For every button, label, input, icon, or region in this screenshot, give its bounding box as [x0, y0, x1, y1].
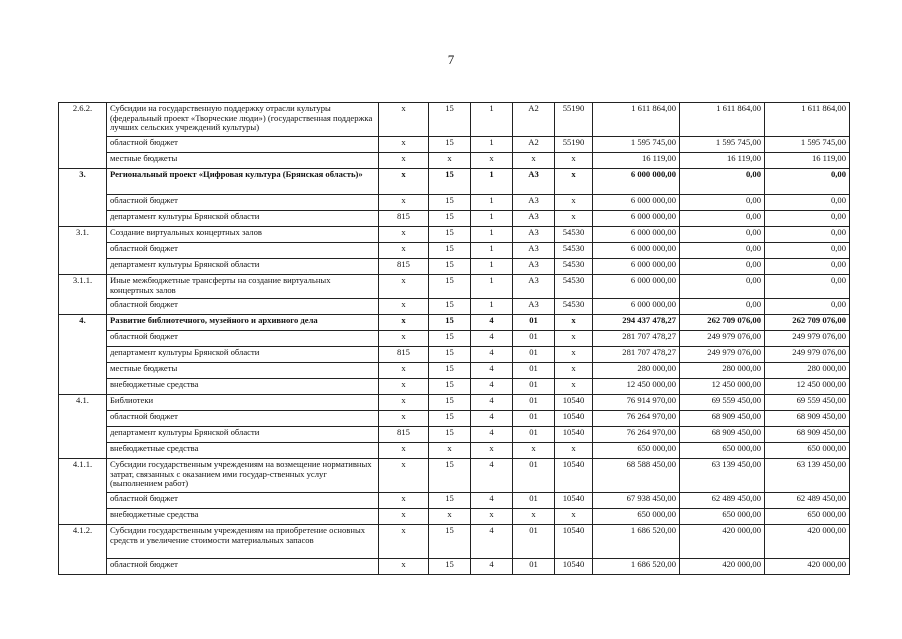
row-number-cell: 3.1. — [59, 227, 107, 275]
code-cell: А3 — [513, 169, 555, 195]
amount-cell: 6 000 000,00 — [593, 227, 680, 243]
amount-cell: 63 139 450,00 — [680, 459, 765, 493]
code-cell: 4 — [471, 379, 513, 395]
code-cell: 4 — [471, 459, 513, 493]
code-cell: 15 — [429, 137, 471, 153]
amount-cell: 0,00 — [680, 169, 765, 195]
amount-cell: 294 437 478,27 — [593, 315, 680, 331]
amount-cell: 1 611 864,00 — [680, 103, 765, 137]
code-cell: 15 — [429, 347, 471, 363]
row-number-cell: 4.1. — [59, 395, 107, 459]
item-name-cell: областной бюджет — [107, 243, 379, 259]
item-name-cell: областной бюджет — [107, 137, 379, 153]
table-row — [59, 363, 850, 379]
table-row — [59, 137, 850, 153]
item-name-cell: областной бюджет — [107, 493, 379, 509]
code-cell: 15 — [429, 379, 471, 395]
page-number: 7 — [447, 52, 455, 67]
code-cell: 815 — [379, 259, 429, 275]
item-name-cell: областной бюджет — [107, 195, 379, 211]
code-cell: 15 — [429, 243, 471, 259]
code-cell: А2 — [513, 137, 555, 153]
code-cell: х — [471, 443, 513, 459]
code-cell: х — [379, 559, 429, 575]
code-cell: х — [555, 211, 593, 227]
code-cell: х — [379, 243, 429, 259]
item-name-cell: департамент культуры Брянской области — [107, 427, 379, 443]
code-cell: 01 — [513, 459, 555, 493]
code-cell: х — [555, 169, 593, 195]
amount-cell: 280 000,00 — [765, 363, 850, 379]
code-cell: 15 — [429, 103, 471, 137]
code-cell: 01 — [513, 363, 555, 379]
code-cell: 15 — [429, 493, 471, 509]
item-name-cell: внебюджетные средства — [107, 379, 379, 395]
code-cell: х — [555, 315, 593, 331]
code-cell: х — [379, 299, 429, 315]
table-row — [59, 259, 850, 275]
amount-cell: 0,00 — [680, 259, 765, 275]
code-cell: 15 — [429, 427, 471, 443]
code-cell: 54530 — [555, 243, 593, 259]
code-cell: х — [379, 411, 429, 427]
code-cell: х — [429, 443, 471, 459]
code-cell: 4 — [471, 411, 513, 427]
code-cell: х — [379, 395, 429, 411]
table-row — [59, 211, 850, 227]
code-cell: 1 — [471, 299, 513, 315]
amount-cell: 280 000,00 — [593, 363, 680, 379]
amount-cell: 16 119,00 — [765, 153, 850, 169]
amount-cell: 69 559 450,00 — [680, 395, 765, 411]
code-cell: х — [379, 153, 429, 169]
code-cell: х — [471, 153, 513, 169]
code-cell: 10540 — [555, 559, 593, 575]
code-cell: х — [379, 525, 429, 559]
item-name-cell: областной бюджет — [107, 559, 379, 575]
code-cell: 4 — [471, 363, 513, 379]
amount-cell: 63 139 450,00 — [765, 459, 850, 493]
code-cell: 15 — [429, 227, 471, 243]
amount-cell: 1 611 864,00 — [593, 103, 680, 137]
amount-cell: 0,00 — [765, 259, 850, 275]
table-row — [59, 103, 850, 137]
code-cell: х — [555, 443, 593, 459]
code-cell: х — [555, 153, 593, 169]
code-cell: х — [555, 331, 593, 347]
amount-cell: 6 000 000,00 — [593, 169, 680, 195]
amount-cell: 62 489 450,00 — [765, 493, 850, 509]
amount-cell: 6 000 000,00 — [593, 195, 680, 211]
code-cell: х — [555, 379, 593, 395]
code-cell: х — [379, 331, 429, 347]
code-cell: 15 — [429, 411, 471, 427]
amount-cell: 68 909 450,00 — [765, 411, 850, 427]
amount-cell: 420 000,00 — [680, 525, 765, 559]
code-cell: 1 — [471, 211, 513, 227]
amount-cell: 650 000,00 — [593, 443, 680, 459]
amount-cell: 1 686 520,00 — [593, 559, 680, 575]
table-row — [59, 379, 850, 395]
code-cell: 54530 — [555, 227, 593, 243]
amount-cell: 0,00 — [680, 275, 765, 299]
table-row — [59, 243, 850, 259]
code-cell: 15 — [429, 211, 471, 227]
item-name-cell: Региональный проект «Цифровая культура (Брянская область)» — [107, 169, 379, 195]
item-name-cell: Развитие библиотечного, музейного и архивного дела — [107, 315, 379, 331]
code-cell: 15 — [429, 559, 471, 575]
amount-cell: 67 938 450,00 — [593, 493, 680, 509]
code-cell: А2 — [513, 103, 555, 137]
table-row — [59, 169, 850, 195]
code-cell: 10540 — [555, 411, 593, 427]
amount-cell: 650 000,00 — [765, 443, 850, 459]
amount-cell: 76 264 970,00 — [593, 411, 680, 427]
row-number-cell: 2.6.2. — [59, 103, 107, 169]
code-cell: А3 — [513, 195, 555, 211]
code-cell: 815 — [379, 427, 429, 443]
code-cell: 01 — [513, 493, 555, 509]
amount-cell: 0,00 — [680, 243, 765, 259]
amount-cell: 420 000,00 — [765, 525, 850, 559]
budget-table-body — [59, 103, 850, 575]
amount-cell: 0,00 — [765, 169, 850, 195]
amount-cell: 1 595 745,00 — [593, 137, 680, 153]
table-row — [59, 427, 850, 443]
code-cell: 1 — [471, 103, 513, 137]
item-name-cell: областной бюджет — [107, 411, 379, 427]
item-name-cell: департамент культуры Брянской области — [107, 259, 379, 275]
code-cell: 1 — [471, 243, 513, 259]
code-cell: А3 — [513, 259, 555, 275]
code-cell: х — [379, 443, 429, 459]
code-cell: 4 — [471, 395, 513, 411]
amount-cell: 12 450 000,00 — [593, 379, 680, 395]
table-row — [59, 153, 850, 169]
code-cell: 4 — [471, 427, 513, 443]
code-cell: 1 — [471, 137, 513, 153]
row-number-cell: 4. — [59, 315, 107, 395]
table-row — [59, 347, 850, 363]
code-cell: 15 — [429, 299, 471, 315]
amount-cell: 0,00 — [680, 195, 765, 211]
amount-cell: 650 000,00 — [593, 509, 680, 525]
code-cell: х — [379, 459, 429, 493]
amount-cell: 1 595 745,00 — [765, 137, 850, 153]
amount-cell: 0,00 — [765, 299, 850, 315]
code-cell: х — [379, 137, 429, 153]
amount-cell: 650 000,00 — [680, 443, 765, 459]
code-cell: х — [379, 493, 429, 509]
code-cell: х — [513, 153, 555, 169]
code-cell: 10540 — [555, 395, 593, 411]
code-cell: х — [513, 443, 555, 459]
table-row — [59, 331, 850, 347]
item-name-cell: областной бюджет — [107, 299, 379, 315]
amount-cell: 6 000 000,00 — [593, 259, 680, 275]
item-name-cell: департамент культуры Брянской области — [107, 211, 379, 227]
amount-cell: 249 979 076,00 — [680, 331, 765, 347]
amount-cell: 0,00 — [765, 211, 850, 227]
code-cell: 15 — [429, 169, 471, 195]
code-cell: 10540 — [555, 493, 593, 509]
amount-cell: 12 450 000,00 — [765, 379, 850, 395]
table-row — [59, 509, 850, 525]
code-cell: х — [429, 509, 471, 525]
amount-cell: 0,00 — [765, 227, 850, 243]
amount-cell: 68 909 450,00 — [680, 411, 765, 427]
code-cell: 815 — [379, 347, 429, 363]
table-row — [59, 443, 850, 459]
amount-cell: 12 450 000,00 — [680, 379, 765, 395]
code-cell: 1 — [471, 275, 513, 299]
amount-cell: 16 119,00 — [680, 153, 765, 169]
item-name-cell: Создание виртуальных концертных залов — [107, 227, 379, 243]
code-cell: 01 — [513, 379, 555, 395]
code-cell: 15 — [429, 275, 471, 299]
code-cell: 01 — [513, 347, 555, 363]
item-name-cell: Библиотеки — [107, 395, 379, 411]
amount-cell: 650 000,00 — [680, 509, 765, 525]
code-cell: 01 — [513, 315, 555, 331]
code-cell: 01 — [513, 525, 555, 559]
amount-cell: 6 000 000,00 — [593, 275, 680, 299]
amount-cell: 280 000,00 — [680, 363, 765, 379]
amount-cell: 650 000,00 — [765, 509, 850, 525]
code-cell: А3 — [513, 275, 555, 299]
code-cell: 15 — [429, 363, 471, 379]
item-name-cell: областной бюджет — [107, 331, 379, 347]
code-cell: 01 — [513, 395, 555, 411]
amount-cell: 0,00 — [765, 243, 850, 259]
code-cell: 4 — [471, 315, 513, 331]
code-cell: 54530 — [555, 259, 593, 275]
code-cell: 4 — [471, 331, 513, 347]
amount-cell: 281 707 478,27 — [593, 331, 680, 347]
item-name-cell: Субсидии на государственную поддержку отрасли культуры (федеральный проект «Творческие люди») (государственная поддержка лучших сельских учреждений культуры) — [107, 103, 379, 137]
code-cell: 4 — [471, 493, 513, 509]
code-cell: х — [555, 195, 593, 211]
amount-cell: 420 000,00 — [680, 559, 765, 575]
amount-cell: 6 000 000,00 — [593, 299, 680, 315]
code-cell: 01 — [513, 411, 555, 427]
code-cell: 10540 — [555, 459, 593, 493]
amount-cell: 262 709 076,00 — [765, 315, 850, 331]
amount-cell: 1 686 520,00 — [593, 525, 680, 559]
code-cell: 15 — [429, 195, 471, 211]
row-number-cell: 4.1.1. — [59, 459, 107, 525]
code-cell: А3 — [513, 211, 555, 227]
amount-cell: 1 595 745,00 — [680, 137, 765, 153]
amount-cell: 281 707 478,27 — [593, 347, 680, 363]
code-cell: 815 — [379, 211, 429, 227]
table-row — [59, 195, 850, 211]
code-cell: 15 — [429, 459, 471, 493]
code-cell: 15 — [429, 331, 471, 347]
row-number-cell: 4.1.2. — [59, 525, 107, 575]
code-cell: 10540 — [555, 427, 593, 443]
row-number-cell: 3.1.1. — [59, 275, 107, 315]
code-cell: х — [379, 227, 429, 243]
code-cell: 1 — [471, 195, 513, 211]
code-cell: 15 — [429, 259, 471, 275]
code-cell: х — [379, 315, 429, 331]
code-cell: 54530 — [555, 299, 593, 315]
code-cell: 55190 — [555, 137, 593, 153]
code-cell: 15 — [429, 315, 471, 331]
code-cell: А3 — [513, 243, 555, 259]
table-row — [59, 227, 850, 243]
code-cell: 4 — [471, 525, 513, 559]
amount-cell: 0,00 — [680, 299, 765, 315]
code-cell: 1 — [471, 169, 513, 195]
table-row — [59, 493, 850, 509]
table-row — [59, 559, 850, 575]
code-cell: х — [471, 509, 513, 525]
table-row — [59, 299, 850, 315]
code-cell: х — [379, 103, 429, 137]
amount-cell: 262 709 076,00 — [680, 315, 765, 331]
item-name-cell: Субсидии государственным учреждениям на возмещение нормативных затрат, связанных с оказанием ими государ-ственных услуг (выполнением работ) — [107, 459, 379, 493]
code-cell: х — [429, 153, 471, 169]
table-row — [59, 275, 850, 299]
code-cell: х — [555, 509, 593, 525]
code-cell: 01 — [513, 331, 555, 347]
amount-cell: 249 979 076,00 — [765, 331, 850, 347]
amount-cell: 0,00 — [680, 227, 765, 243]
item-name-cell: местные бюджеты — [107, 153, 379, 169]
code-cell: х — [379, 509, 429, 525]
code-cell: 4 — [471, 559, 513, 575]
amount-cell: 6 000 000,00 — [593, 211, 680, 227]
amount-cell: 76 914 970,00 — [593, 395, 680, 411]
code-cell: А3 — [513, 227, 555, 243]
item-name-cell: внебюджетные средства — [107, 443, 379, 459]
item-name-cell: департамент культуры Брянской области — [107, 347, 379, 363]
code-cell: 10540 — [555, 525, 593, 559]
amount-cell: 68 909 450,00 — [680, 427, 765, 443]
amount-cell: 0,00 — [680, 211, 765, 227]
amount-cell: 249 979 076,00 — [680, 347, 765, 363]
table-row — [59, 411, 850, 427]
code-cell: 01 — [513, 559, 555, 575]
code-cell: х — [555, 347, 593, 363]
code-cell: 15 — [429, 395, 471, 411]
row-number-cell: 3. — [59, 169, 107, 227]
code-cell: х — [555, 363, 593, 379]
code-cell: 55190 — [555, 103, 593, 137]
amount-cell: 0,00 — [765, 275, 850, 299]
code-cell: А3 — [513, 299, 555, 315]
amount-cell: 0,00 — [765, 195, 850, 211]
code-cell: х — [379, 195, 429, 211]
item-name-cell: местные бюджеты — [107, 363, 379, 379]
amount-cell: 62 489 450,00 — [680, 493, 765, 509]
amount-cell: 68 588 450,00 — [593, 459, 680, 493]
amount-cell: 6 000 000,00 — [593, 243, 680, 259]
code-cell: х — [379, 275, 429, 299]
amount-cell: 76 264 970,00 — [593, 427, 680, 443]
code-cell: х — [513, 509, 555, 525]
code-cell: 54530 — [555, 275, 593, 299]
code-cell: х — [379, 169, 429, 195]
amount-cell: 69 559 450,00 — [765, 395, 850, 411]
amount-cell: 1 611 864,00 — [765, 103, 850, 137]
code-cell: 01 — [513, 427, 555, 443]
table-row — [59, 459, 850, 493]
amount-cell: 68 909 450,00 — [765, 427, 850, 443]
amount-cell: 249 979 076,00 — [765, 347, 850, 363]
table-row — [59, 525, 850, 559]
table-row — [59, 395, 850, 411]
item-name-cell: Иные межбюджетные трансферты на создание виртуальных концертных залов — [107, 275, 379, 299]
code-cell: х — [379, 363, 429, 379]
code-cell: 15 — [429, 525, 471, 559]
budget-table — [58, 102, 850, 575]
code-cell: 1 — [471, 259, 513, 275]
table-row — [59, 315, 850, 331]
amount-cell: 420 000,00 — [765, 559, 850, 575]
code-cell: 4 — [471, 347, 513, 363]
item-name-cell: внебюджетные средства — [107, 509, 379, 525]
code-cell: х — [379, 379, 429, 395]
amount-cell: 16 119,00 — [593, 153, 680, 169]
item-name-cell: Субсидии государственным учреждениям на приобретение основных средств и увеличение стоимости материальных запасов — [107, 525, 379, 559]
code-cell: 1 — [471, 227, 513, 243]
